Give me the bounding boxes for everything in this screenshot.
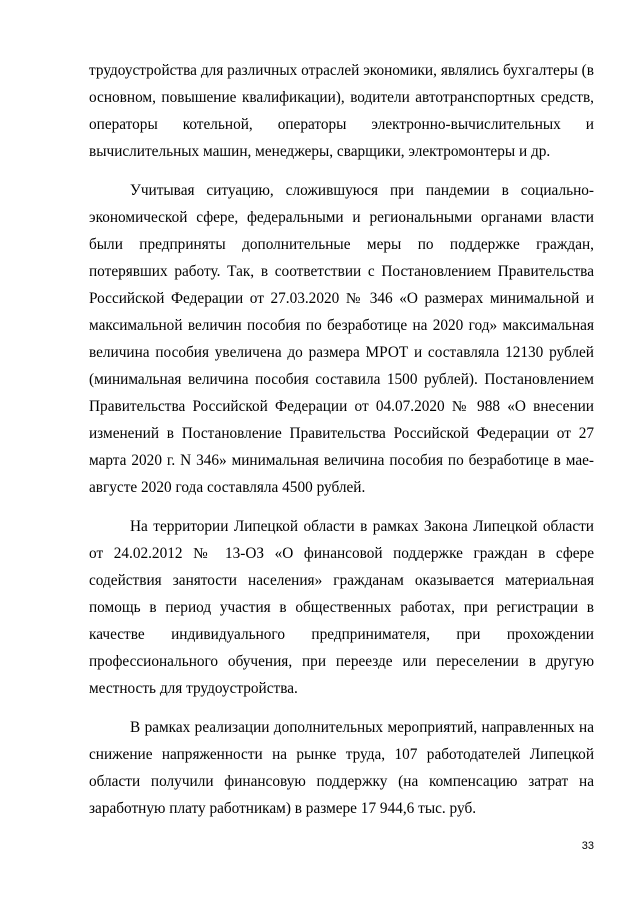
page-number: 33 [581, 840, 594, 852]
paragraph-pandemic-measures: Учитывая ситуацию, сложившуюся при пандемии в социально-экономической сфере, федеральными и региональными органами власти были предприняты дополнительные меры по поддержке граждан, потерявших работу. Так, в соответствии с Постановлением Правительства Российской Федерации от 27.03.2020 № 346 «О размерах минимальной и максимальной величин пособия по безработице на 2020 год» максимальная величина пособия увеличена до размера МРОТ и составляла 12130 рублей (минимальная величина пособия составила 1500 рублей). Постановлением Правительства Российской Федерации от 04.07.2020 № 988 «О внесении изменений в Постановление Правительства Российской Федерации от 27 марта 2020 г. N 346» минимальная величина пособия по безработице в мае-августе 2020 года составляла 4500 рублей. [89, 182, 594, 496]
document-page [89, 57, 594, 822]
paragraph-lipetsk-law: На территории Липецкой области в рамках Закона Липецкой области от 24.02.2012 № 13-ОЗ «О финансовой поддержке граждан в сфере содействия занятости населения» гражданам оказывается материальная помощь в период участия в общественных работах, при регистрации в качестве индивидуального предпринимателя, при прохождении профессионального обучения, при переезде или переселении в другую местность для трудоустройства. [89, 518, 594, 697]
paragraph-employer-support: В рамках реализации дополнительных мероприятий, направленных на снижение напряженности на рынке труда, 107 работодателей Липецкой области получили финансовую поддержку (на компенсацию затрат на заработную плату работникам) в размере 17 944,6 тыс. руб. [89, 719, 594, 817]
paragraph-continuation: трудоустройства для различных отраслей экономики, являлись бухгалтеры (в основном, повышение квалификации), водители автотранспортных средств, операторы котельной, операторы электронно-вычислительных и вычислительных машин, менеджеры, сварщики, электромонтеры и др. [89, 62, 594, 160]
